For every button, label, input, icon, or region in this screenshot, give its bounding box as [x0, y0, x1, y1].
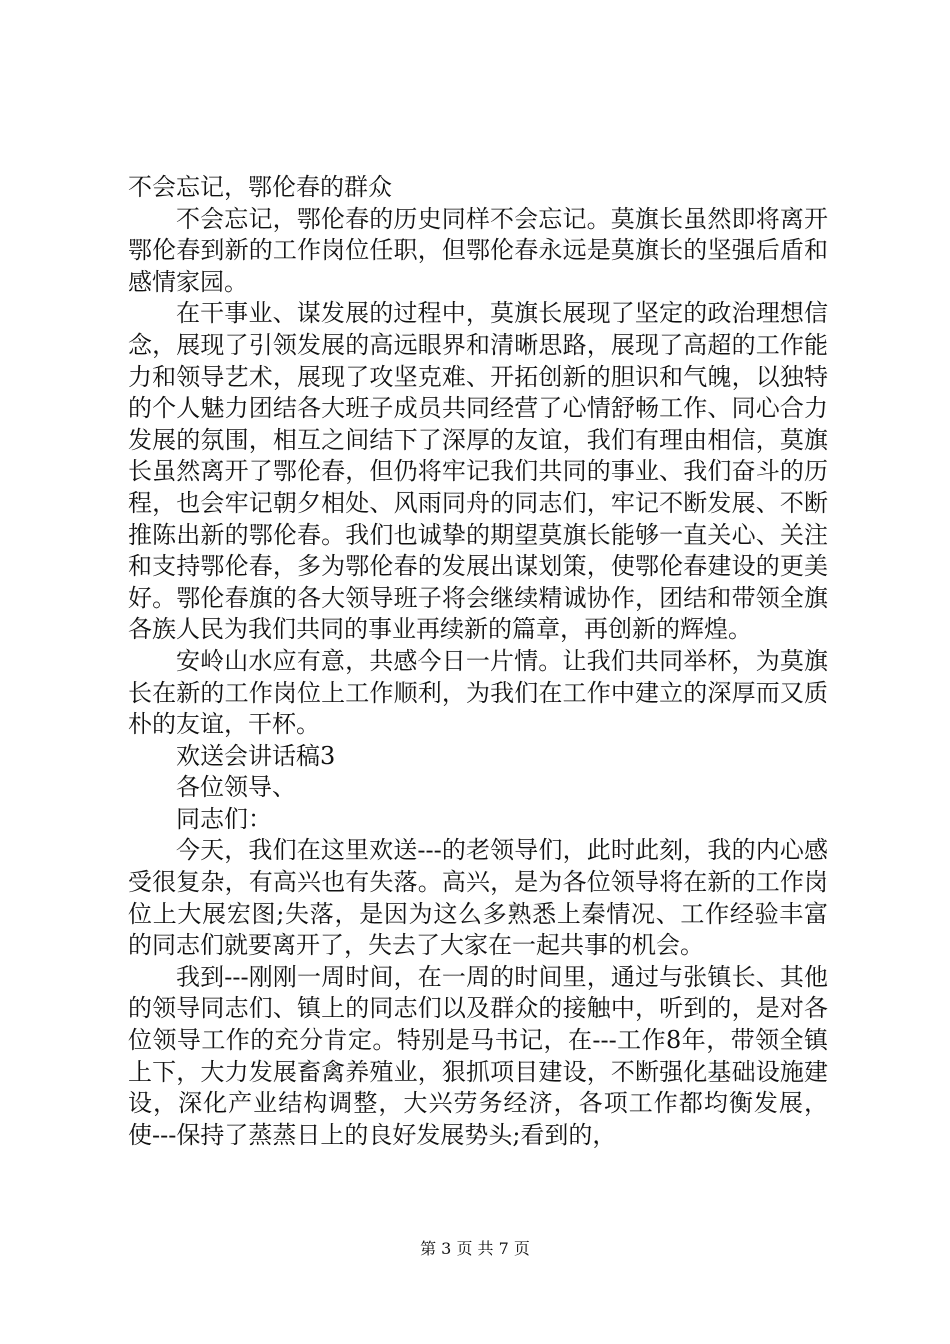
paragraph: 今天，我们在这里欢送---的老领导们，此时此刻，我的内心感受很复杂，有高兴也有失落。高兴，是为各位领导将在新的工作岗位上大展宏图;失落，是因为这么多熟悉上秦情况、工作经验丰富的同志们就要离开了，失去了大家在一起共事的机会。: [128, 836, 828, 960]
paragraph: 不会忘记，鄂伦春的历史同样不会忘记。莫旗长虽然即将离开鄂伦春到新的工作岗位任职，但鄂伦春永远是莫旗长的坚强后盾和感情家园。: [128, 204, 828, 296]
salutation-line: 各位领导、: [176, 773, 296, 802]
section-heading: 欢送会讲话稿3: [176, 741, 336, 770]
paragraph: 在干事业、谋发展的过程中，莫旗长展现了坚定的政治理想信念，展现了引领发展的高远眼界和清晰思路，展现了高超的工作能力和领导艺术，展现了攻坚克难、开拓创新的胆识和气魄，以独特的个人魅力团结各大班子成员共同经营了心情舒畅工作、同心合力发展的氛围，相互之间结下了深厚的友谊，我们有理由相信，莫旗长虽然离开了鄂伦春，但仍将牢记我们共同的事业、我们奋斗的历程，也会牢记朝夕相处、风雨同舟的同志们，牢记不断发展、不断推陈出新的鄂伦春。我们也诚挚的期望莫旗长能够一直关心、关注和支持鄂伦春，多为鄂伦春的发展出谋划策，使鄂伦春建设的更美好。鄂伦春旗的各大领导班子将会继续精诚协作，团结和带领全旗各族人民为我们共同的事业再续新的篇章，再创新的辉煌。: [128, 299, 828, 644]
salutation-line: 同志们：: [176, 804, 272, 833]
paragraph: 不会忘记，鄂伦春的群众: [128, 173, 392, 201]
paragraph: 我到---刚刚一周时间，在一周的时间里，通过与张镇长、其他的领导同志们、镇上的同志们以及群众的接触中，听到的，是对各位领导工作的充分肯定。特别是马书记，在---工作8年，带领全镇上下，大力发展畜禽养殖业，狠抓项目建设，不断强化基础设施建设，深化产业结构调整，大兴劳务经济，各项工作都均衡发展，使---保持了蒸蒸日上的良好发展势头;看到的，: [128, 962, 828, 1149]
page-footer: [0, 1239, 950, 1259]
page-number-label: 第 3 页 共 7 页: [420, 1239, 530, 1258]
paragraph: 安岭山水应有意，共感今日一片情。让我们共同举杯，为莫旗长在新的工作岗位上工作顺利，为我们在工作中建立的深厚而又质朴的友谊，干杯。: [128, 646, 828, 739]
document-body: [128, 172, 828, 1151]
